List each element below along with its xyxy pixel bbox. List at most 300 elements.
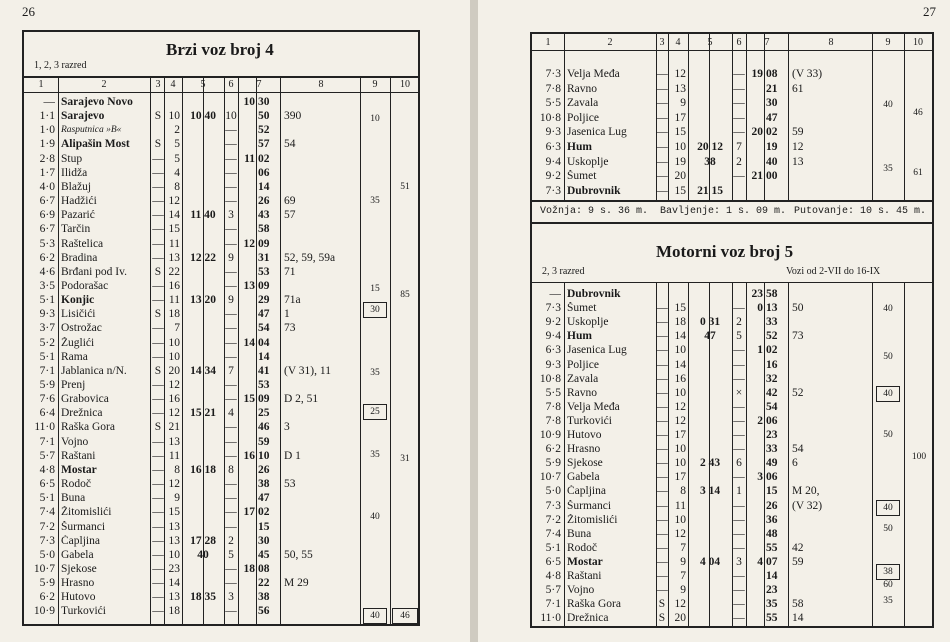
station-name: Čapljina [61,534,100,547]
station-name: Buna [567,527,592,540]
hour-cell [238,195,255,208]
col4-cell: 20 [674,170,686,183]
col4-cell: 16 [168,393,180,406]
minute-cell: 48 [766,527,778,540]
station-name: Ravno [567,386,598,399]
col5-cell [182,478,224,491]
col5-cell [182,492,224,505]
col5-cell [182,421,224,434]
note-cell: 13 [792,155,804,168]
side-col9-value: 40 [876,386,900,402]
km-cell: 7·6 [39,393,55,406]
km-cell: 7·3 [545,302,561,315]
column-header: 8 [318,79,324,90]
hour-cell [746,528,763,541]
side-col9-value: 60 [883,580,893,590]
km-cell: 10·8 [539,372,561,385]
column-header: 2 [101,79,107,90]
note-cell [284,535,358,548]
note-cell: (V 32) [792,499,823,512]
hour-cell: 17 [243,506,255,519]
col3-cell: — [656,170,668,183]
hour-cell [238,294,255,307]
minute-cell: 38 [258,591,270,604]
km-cell: 4·8 [545,570,561,582]
km-cell: 6·2 [39,251,55,264]
col6-cell: × [735,386,743,399]
col4-cell: 12 [168,478,180,491]
hour-cell [238,308,255,321]
col3-cell [656,288,668,301]
hour-cell [238,322,255,335]
col3-cell: — [656,330,668,343]
col4-cell: 2 [174,124,180,137]
col4-cell: 14 [168,209,180,222]
col6-cell: — [733,471,745,484]
hour-cell: 3 [757,471,763,484]
col5-cell [182,436,224,449]
station-name: Hrasno [567,443,601,456]
hour-cell: 21 [751,170,763,183]
km-cell: 6·9 [39,209,55,222]
col3-cell: — [656,184,668,197]
col6-cell: — [225,421,237,434]
station-name: Drežnica [567,612,609,625]
km-cell: 1·1 [39,110,55,123]
col6-cell [224,96,238,109]
note-cell: 52, 59, 59a [284,251,336,264]
col4-cell: 11 [674,499,686,512]
col6-cell: 2 [736,155,742,168]
station-name: Zavala [567,97,599,110]
minute-cell: 15 [766,485,778,498]
minute-cell: 38 [258,478,270,491]
col6-cell: — [733,126,745,139]
km-cell: 6·2 [545,443,561,456]
hour-cell [746,443,763,456]
minute-cell: 30 [258,96,270,108]
station-name: Lisičići [61,308,96,321]
col4-cell: 21 [168,421,180,434]
col3-cell: S [154,421,162,434]
col4-cell: 19 [674,155,686,168]
side-col10-value: 51 [400,182,410,192]
col6-cell: — [225,279,237,292]
col3-cell: — [656,513,668,526]
timetable-frame [22,30,420,626]
col5-cell: 40 [197,548,209,561]
col5-cell [182,280,224,293]
col3-cell: — [152,463,164,476]
km-cell: 9·3 [545,358,561,371]
km-cell: 6·3 [545,344,561,357]
col5-cell [688,514,732,527]
col6-cell: — [225,506,237,519]
station-name: Dubrovnik [567,184,621,197]
minute-cell: 26 [258,463,270,476]
column-header: 3 [155,79,161,90]
col6-cell: — [225,237,237,250]
km-cell: 7·3 [545,499,561,512]
col3-cell: — [152,223,164,236]
station-name: Ravno [567,82,598,95]
col5-cell [182,96,224,109]
station-name: Čapljina [567,485,606,498]
km-cell: 5·9 [545,457,561,470]
col6-cell: 3 [228,209,234,222]
col5-cell: 10 40 [190,110,216,123]
side-col10-value: 46 [392,608,418,624]
col4-cell: 9 [174,492,180,505]
col5-cell [688,570,732,583]
col6-cell: — [733,111,745,124]
minute-cell: 16 [766,358,778,371]
note-cell: 54 [284,138,296,151]
col3-cell: — [152,577,164,590]
km-cell: 10·9 [539,429,561,441]
note-cell [284,153,358,166]
hour-cell [746,112,763,125]
col5-cell [688,112,732,125]
hour-cell [746,612,763,625]
km-cell: 9·4 [545,155,561,168]
hour-cell [746,156,763,169]
col3-cell: — [656,111,668,124]
col4-cell: 15 [674,126,686,139]
hour-cell [746,373,763,386]
col6-cell: — [733,97,745,110]
note-cell [792,570,870,583]
col5-cell [688,542,732,555]
col4-cell: 5 [174,138,180,151]
valid-note: Vozi od 2-VII do 16-IX [786,266,881,277]
col6-cell: — [225,124,237,137]
note-cell [792,185,870,198]
km-cell: 6·3 [545,141,561,153]
station-name: Jasenica Lug [567,344,627,357]
col3-cell: — [656,358,668,371]
station-name: Konjic [61,294,95,307]
note-cell: 69 [284,195,296,208]
hour-cell: 2 [757,414,763,427]
note-cell: 73 [792,330,804,343]
minute-cell: 58 [766,288,778,300]
station-name: Mostar [567,555,603,568]
col3-cell: — [152,279,164,292]
col6-cell: 5 [228,548,234,561]
note-cell: 61 [792,82,804,95]
side-col9-value: 40 [370,512,380,522]
col6-cell: — [733,429,745,441]
column-header: 5 [707,37,713,48]
hour-cell [238,351,255,364]
station-name: Rodoč [567,541,598,554]
station-name: Prenj [61,379,86,391]
col4-cell: 7 [680,541,686,554]
station-name: Rama [61,350,88,363]
minute-cell: 25 [258,407,270,420]
minute-cell: 57 [258,138,270,151]
col6-cell: 9 [228,251,234,264]
col5-cell [182,393,224,406]
col4-cell: 4 [174,166,180,179]
col6-cell: — [733,584,745,597]
hour-cell [238,577,255,590]
minute-cell: 29 [258,294,270,307]
side-col9-value: 35 [883,164,893,174]
col3-cell: — [656,541,668,554]
hour-cell [238,549,255,562]
col6-cell: — [225,350,237,363]
hour-cell [746,570,763,583]
col3-cell: — [656,97,668,110]
col4-cell: 16 [168,279,180,292]
col3-cell: — [152,605,164,618]
col6-cell: 6 [736,457,742,470]
km-cell: 6·7 [39,223,55,236]
col5-cell [688,359,732,372]
col4-cell: 11 [168,294,180,307]
col6-cell: — [225,379,237,391]
minute-cell: 30 [766,97,778,110]
col3-cell: — [152,506,164,519]
minute-cell: 46 [258,421,270,434]
col5-cell [182,450,224,463]
col4-cell [668,288,686,301]
station-name: Pazarić [61,209,95,222]
col4-cell: 8 [174,463,180,476]
col6-cell: 5 [736,330,742,343]
minute-cell: 13 [766,302,778,315]
book-gutter [470,0,478,642]
km-cell: 5·7 [545,584,561,597]
note-cell [284,563,358,576]
col5-cell [182,605,224,618]
note-cell [284,379,358,392]
km-cell: 5·0 [545,485,561,498]
col4-cell: 10 [674,386,686,399]
col5-cell [688,83,732,96]
hour-cell [238,138,255,151]
station-name: Velja Međa [567,400,620,413]
col6-cell [732,185,746,198]
km-cell: 5·1 [39,350,55,363]
col6-cell: — [733,513,745,526]
col6-cell: — [225,138,237,151]
hour-cell [746,330,763,343]
column-header: 5 [200,79,206,90]
station-name: Sjekose [567,457,603,470]
col3-cell: S [154,364,162,377]
col6-cell: — [225,435,237,448]
hour-cell [238,209,255,222]
col6-cell: — [225,322,237,335]
col5-cell: 18 35 [190,591,216,604]
km-cell: 9·3 [545,126,561,139]
col6-cell: — [733,570,745,582]
hour-cell [238,591,255,604]
col6-cell: 9 [228,294,234,307]
col5-cell [182,379,224,392]
col6-cell: — [733,372,745,385]
km-cell: 9·3 [39,308,55,321]
note-cell: 57 [284,209,296,222]
column-header: 7 [256,79,262,90]
col3-cell [152,124,164,137]
station-name: Uskoplje [567,316,609,329]
col5-cell [688,500,732,513]
note-cell [792,170,870,183]
col4-cell: 18 [674,316,686,329]
col5-cell: 17 28 [190,534,216,547]
column-header: 7 [764,37,770,48]
minute-cell: 47 [258,492,270,505]
col4-cell: 10 [674,344,686,357]
hour-cell [238,223,255,236]
hour-cell [746,584,763,597]
col6-cell: — [225,562,237,575]
col5-cell [182,195,224,208]
col6-cell: 4 [228,407,234,420]
minute-cell: 07 [766,555,778,568]
col6-cell: — [225,492,237,505]
col6-cell: — [733,598,745,611]
col4-cell: 14 [674,330,686,343]
side-col10-value: 100 [911,452,927,462]
col5-cell [182,506,224,519]
class-note: 1, 2, 3 razred [34,60,87,71]
note-cell [792,584,870,597]
km-cell: 7·1 [39,435,55,448]
col4-cell: 8 [174,180,180,193]
col6-cell: — [733,68,745,80]
station-name: Šumet [567,170,597,183]
side-col10-value: 46 [913,108,923,118]
col4-cell: 22 [168,265,180,278]
col6-cell: — [225,393,237,406]
minute-cell: 52 [766,330,778,343]
col5-cell [182,238,224,251]
col3-cell: — [152,591,164,604]
col6-cell: — [733,612,745,625]
km-cell: 7·8 [545,414,561,427]
hour-cell [746,97,763,110]
side-col9-value: 40 [876,500,900,516]
col5-cell [182,521,224,534]
timetable-frame [530,32,934,628]
km-cell: 5·0 [39,548,55,561]
minute-cell: 55 [766,541,778,554]
col3-cell: — [656,155,668,168]
col6-cell: — [225,166,237,179]
side-col9-value: 50 [883,524,893,534]
minute-cell: 31 [258,251,270,264]
station-name: Zavala [567,372,599,385]
hour-cell [746,500,763,513]
col3-cell: — [152,152,164,165]
col5-cell: 14 34 [190,364,216,377]
station-name: Sarajevo [61,110,105,123]
col4-cell: 18 [168,308,180,321]
col5-cell [182,337,224,350]
station-name: Bradina [61,251,98,264]
minute-cell: 50 [258,110,270,123]
col5-cell: 12 22 [190,251,216,264]
km-cell: 5·5 [545,97,561,110]
col3-cell: — [152,520,164,533]
minute-cell: 02 [766,344,778,357]
col6-cell: 1 [736,485,742,498]
col4-cell: 20 [674,612,686,625]
col3-cell: — [152,209,164,222]
column-header: 1 [545,37,551,48]
side-col9-value: 15 [370,284,380,294]
col4-cell: 17 [674,111,686,124]
note-cell [284,96,358,109]
hour-cell [238,266,255,279]
col5-cell: 21 15 [697,184,723,197]
hour-cell [746,185,763,198]
hour-cell [238,464,255,477]
col4-cell: 15 [168,223,180,236]
col4-cell: 10 [168,350,180,363]
hour-cell: 11 [244,152,255,165]
col6-cell: — [225,449,237,462]
page-number: 27 [923,4,936,19]
side-col9-value: 50 [883,430,893,440]
side-col9-value: 25 [363,404,387,420]
col3-cell: — [152,562,164,575]
km-cell: 5·2 [39,336,55,349]
minute-cell: 55 [766,612,778,625]
col4-cell: 10 [168,548,180,561]
station-name: Hum [567,141,592,153]
minute-cell: 32 [766,372,778,385]
col6-cell: — [733,400,745,413]
station-name: Rodoč [61,478,92,491]
minute-cell: 26 [258,195,270,208]
col4-cell: 9 [680,555,686,568]
col4-cell: 18 [168,605,180,618]
minute-cell: 59 [258,435,270,448]
km-cell: 5·7 [39,449,55,462]
col3-cell: — [656,485,668,498]
col5-cell [688,170,732,183]
minute-cell: 47 [766,111,778,124]
col4-cell: 12 [674,598,686,611]
minute-cell: 14 [766,570,778,582]
note-cell: 59 [792,555,804,568]
col4-cell: 5 [174,152,180,165]
note-cell: M 20, [792,485,820,498]
col5-cell: 3 14 [699,485,721,498]
col5-cell [688,344,732,357]
col5-cell [182,181,224,194]
column-header: 4 [675,37,681,48]
col3-cell: — [152,251,164,264]
station-name: Velja Međa [567,68,620,80]
note-cell [284,280,358,293]
note-cell: 71a [284,294,301,307]
minute-cell: 06 [766,471,778,484]
col3-cell: — [656,499,668,512]
km-cell: 1·0 [39,124,55,137]
page-number: 26 [22,4,35,19]
col6-cell: — [733,414,745,427]
station-name: Raštani [567,570,602,582]
col3-cell: S [154,138,162,151]
hour-cell: 18 [243,562,255,575]
